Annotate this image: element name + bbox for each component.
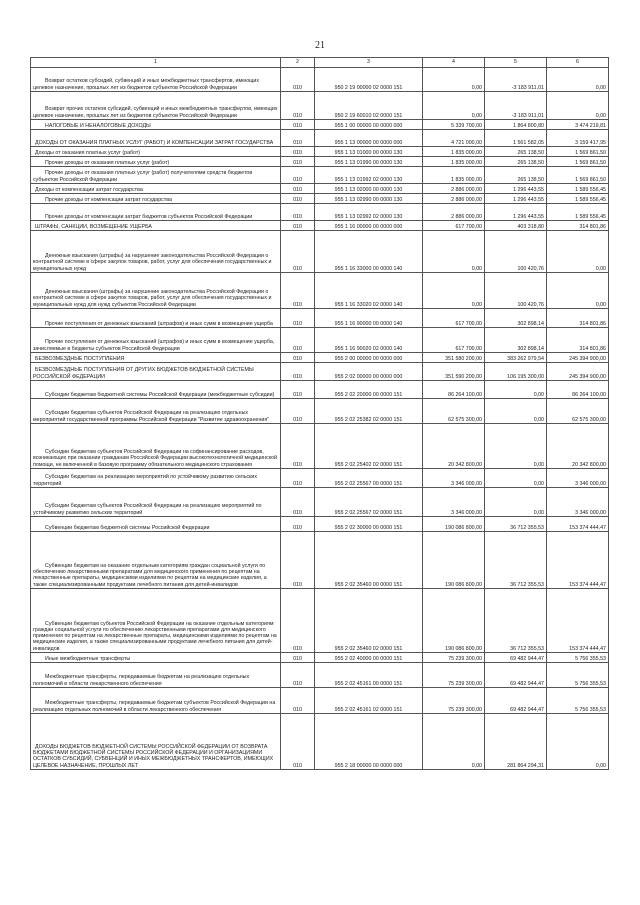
row-approved-cell: 75 239 300,00 xyxy=(423,688,485,714)
row-kbk-cell: 955 2 00 00000 00 0000 000 xyxy=(315,353,423,363)
row-executed-cell: 302 898,14 xyxy=(485,309,547,328)
row-kbk-cell: 955 1 13 01992 02 0000 130 xyxy=(315,167,423,184)
row-approved-cell: 0,00 xyxy=(423,92,485,120)
row-name-cell: Денежные взыскания (штрафы) за нарушение законодательства Российской Федерации о контрактной системе в сфере закупок товаров, работ, услуг для обеспечения государственных и муниципальных нужд xyxy=(31,231,281,273)
row-kbk-cell: 955 2 02 35460 02 0000 151 xyxy=(315,589,423,653)
row-name-cell: Прочие поступления от денежных взысканий (штрафов) и иных сумм в возмещение ущерба, зачисляемые в бюджеты субъектов Российской Федерации xyxy=(31,328,281,353)
row-executed-cell: 69 482 944,47 xyxy=(485,688,547,714)
row-code-cell: 010 xyxy=(281,130,315,147)
row-code-cell: 010 xyxy=(281,194,315,204)
row-name-cell: ДОХОДЫ ОТ ОКАЗАНИЯ ПЛАТНЫХ УСЛУГ (РАБОТ) И КОМПЕНСАЦИИ ЗАТРАТ ГОСУДАРСТВА xyxy=(31,130,281,147)
table-row xyxy=(31,120,609,130)
table-row xyxy=(31,469,609,488)
row-name-cell: Прочие поступления от денежных взысканий (штрафов) и иных сумм в возмещение ущерба xyxy=(31,309,281,328)
row-executed-cell: 1 296 443,55 xyxy=(485,184,547,194)
table-row xyxy=(31,714,609,770)
row-kbk-cell: 955 2 02 25567 02 0000 151 xyxy=(315,488,423,517)
header-cell: 2 xyxy=(281,58,315,68)
row-kbk-cell: 955 1 13 00000 00 0000 000 xyxy=(315,130,423,147)
row-name-cell: Субсидии бюджетам субъектов Российской Федерации на софинансирование расходов, возникающих при оказании гражданам Российской Федерации высокотехнологичной медицинской помощи, не включенной в базовую программу обязательного медицинского страхования xyxy=(31,424,281,469)
row-code-cell: 010 xyxy=(281,68,315,92)
row-executed-cell: 36 712 355,53 xyxy=(485,532,547,589)
row-unexecuted-cell: 0,00 xyxy=(547,714,609,770)
row-name-cell: Межбюджетные трансферты, передаваемые бюджетам на реализацию отдельных полномочий в области лекарственного обеспечения xyxy=(31,663,281,688)
row-unexecuted-cell: 0,00 xyxy=(547,92,609,120)
row-executed-cell: 0,00 xyxy=(485,424,547,469)
row-kbk-cell: 955 1 13 02990 00 0000 130 xyxy=(315,194,423,204)
row-code-cell: 010 xyxy=(281,353,315,363)
table-row xyxy=(31,184,609,194)
row-name-cell: Возврат прочих остатков субсидий, субвенций и иных межбюджетных трансфертов, имеющих целевое назначение, прошлых лет из бюджетов субъектов Российской Федерации xyxy=(31,92,281,120)
row-executed-cell: 69 482 944,47 xyxy=(485,663,547,688)
table-row xyxy=(31,157,609,167)
row-name-cell: Субсидии бюджетам субъектов Российской Федерации на реализацию отдельных мероприятий государственной программы Российской Федерации "Развитие здравоохранения" xyxy=(31,399,281,424)
row-approved-cell: 1 835 000,00 xyxy=(423,167,485,184)
row-approved-cell: 75 239 300,00 xyxy=(423,663,485,688)
row-code-cell: 010 xyxy=(281,309,315,328)
row-code-cell: 010 xyxy=(281,653,315,663)
row-approved-cell: 5 339 700,00 xyxy=(423,120,485,130)
table-row xyxy=(31,653,609,663)
row-executed-cell: 265 138,50 xyxy=(485,167,547,184)
table-row xyxy=(31,231,609,273)
revenue-table xyxy=(30,57,609,770)
row-name-cell: Доходы от компенсации затрат государства xyxy=(31,184,281,194)
row-kbk-cell: 955 2 02 30000 00 0000 151 xyxy=(315,517,423,532)
row-code-cell: 010 xyxy=(281,399,315,424)
table-row xyxy=(31,221,609,231)
header-cell: 3 xyxy=(315,58,423,68)
row-approved-cell: 3 346 000,00 xyxy=(423,488,485,517)
row-code-cell: 010 xyxy=(281,363,315,381)
row-unexecuted-cell: 1 569 861,50 xyxy=(547,167,609,184)
row-approved-cell: 75 239 300,00 xyxy=(423,653,485,663)
table-row xyxy=(31,399,609,424)
row-kbk-cell: 955 2 02 00000 00 0000 000 xyxy=(315,363,423,381)
table-row xyxy=(31,532,609,589)
row-name-cell: ШТРАФЫ, САНКЦИИ, ВОЗМЕЩЕНИЕ УЩЕРБА xyxy=(31,221,281,231)
row-code-cell: 010 xyxy=(281,532,315,589)
row-approved-cell: 1 835 000,00 xyxy=(423,157,485,167)
row-kbk-cell: 955 1 13 02992 02 0000 130 xyxy=(315,204,423,221)
row-name-cell: БЕЗВОЗМЕЗДНЫЕ ПОСТУПЛЕНИЯ xyxy=(31,353,281,363)
row-name-cell: НАЛОГОВЫЕ И НЕНАЛОГОВЫЕ ДОХОДЫ xyxy=(31,120,281,130)
row-executed-cell: 403 318,80 xyxy=(485,221,547,231)
table-row xyxy=(31,92,609,120)
table-row xyxy=(31,194,609,204)
row-executed-cell: 0,00 xyxy=(485,399,547,424)
row-unexecuted-cell: 1 589 556,45 xyxy=(547,184,609,194)
row-code-cell: 010 xyxy=(281,589,315,653)
row-name-cell: Субсидии бюджетам бюджетной системы Российской Федерации (межбюджетные субсидии) xyxy=(31,381,281,399)
row-unexecuted-cell: 0,00 xyxy=(547,273,609,309)
table-row xyxy=(31,663,609,688)
row-kbk-cell: 955 2 02 20000 00 0000 151 xyxy=(315,381,423,399)
table-row xyxy=(31,130,609,147)
row-unexecuted-cell: 1 569 861,50 xyxy=(547,157,609,167)
row-code-cell: 010 xyxy=(281,488,315,517)
row-approved-cell: 0,00 xyxy=(423,68,485,92)
row-code-cell: 010 xyxy=(281,184,315,194)
row-approved-cell: 0,00 xyxy=(423,714,485,770)
row-unexecuted-cell: 1 569 861,50 xyxy=(547,147,609,157)
table-row xyxy=(31,273,609,309)
row-unexecuted-cell: 20 342 800,00 xyxy=(547,424,609,469)
row-unexecuted-cell: 5 756 355,53 xyxy=(547,653,609,663)
row-unexecuted-cell: 314 801,86 xyxy=(547,328,609,353)
row-unexecuted-cell: 314 801,86 xyxy=(547,309,609,328)
row-kbk-cell: 955 2 02 25382 02 0000 151 xyxy=(315,399,423,424)
row-kbk-cell: 955 1 16 00000 00 0000 000 xyxy=(315,221,423,231)
row-name-cell: Субвенции бюджетам на оказание отдельным категориям граждан социальной услуги по обеспечению лекарственными препаратами для медицинского применения по рецептам на лекарственные препараты, медицинскими изделиями по рецептам на медицинские изделия, а также специализированными продуктами лечебного питания для детей-инвалидов xyxy=(31,532,281,589)
row-kbk-cell: 955 2 18 00000 00 0000 000 xyxy=(315,714,423,770)
row-unexecuted-cell: 0,00 xyxy=(547,231,609,273)
row-name-cell: Субвенции бюджетам бюджетной системы Российской Федерации xyxy=(31,517,281,532)
row-executed-cell: 0,00 xyxy=(485,488,547,517)
row-approved-cell: 2 886 000,00 xyxy=(423,194,485,204)
table-row xyxy=(31,328,609,353)
row-executed-cell: 302 898,14 xyxy=(485,328,547,353)
row-code-cell: 010 xyxy=(281,328,315,353)
row-kbk-cell: 950 2 19 60010 02 0000 151 xyxy=(315,92,423,120)
row-kbk-cell: 955 1 16 90020 02 0000 140 xyxy=(315,328,423,353)
row-executed-cell: 0,00 xyxy=(485,381,547,399)
row-kbk-cell: 955 1 00 00000 00 0000 000 xyxy=(315,120,423,130)
row-unexecuted-cell: 86 264 100,00 xyxy=(547,381,609,399)
row-executed-cell: 100 420,76 xyxy=(485,273,547,309)
table-row xyxy=(31,381,609,399)
table-row xyxy=(31,688,609,714)
row-name-cell: Денежные взыскания (штрафы) за нарушение законодательства Российской Федерации о контрактной системе в сфере закупок товаров, работ, услуг для обеспечения государственных и муниципальных нужд для нужд субъектов Российской Федерации xyxy=(31,273,281,309)
row-code-cell: 010 xyxy=(281,231,315,273)
row-unexecuted-cell: 245 394 900,00 xyxy=(547,363,609,381)
row-approved-cell: 617 700,00 xyxy=(423,328,485,353)
row-name-cell: Прочие доходы от оказания платных услуг (работ) получателями средств бюджетов субъектов Российской Федерации xyxy=(31,167,281,184)
table-row xyxy=(31,488,609,517)
row-code-cell: 010 xyxy=(281,663,315,688)
row-kbk-cell: 955 2 02 35460 00 0000 151 xyxy=(315,532,423,589)
row-kbk-cell: 955 2 02 25567 00 0000 151 xyxy=(315,469,423,488)
row-code-cell: 010 xyxy=(281,221,315,231)
row-executed-cell: 0,00 xyxy=(485,469,547,488)
header-cell: 4 xyxy=(423,58,485,68)
row-unexecuted-cell: 0,00 xyxy=(547,68,609,92)
row-unexecuted-cell: 1 589 556,45 xyxy=(547,204,609,221)
row-executed-cell: 281 864 294,31 xyxy=(485,714,547,770)
row-executed-cell: 1 561 582,05 xyxy=(485,130,547,147)
row-approved-cell: 617 700,00 xyxy=(423,309,485,328)
row-executed-cell: 265 138,50 xyxy=(485,147,547,157)
row-executed-cell: -3 183 911,01 xyxy=(485,68,547,92)
row-code-cell: 010 xyxy=(281,517,315,532)
row-kbk-cell: 955 1 13 02000 00 0000 130 xyxy=(315,184,423,194)
row-name-cell: БЕЗВОЗМЕЗДНЫЕ ПОСТУПЛЕНИЯ ОТ ДРУГИХ БЮДЖЕТОВ БЮДЖЕТНОЙ СИСТЕМЫ РОССИЙСКОЙ ФЕДЕРАЦИИ xyxy=(31,363,281,381)
row-kbk-cell: 955 1 16 90000 00 0000 140 xyxy=(315,309,423,328)
row-code-cell: 010 xyxy=(281,424,315,469)
table-row xyxy=(31,147,609,157)
row-executed-cell: 383 262 979,54 xyxy=(485,353,547,363)
row-code-cell: 010 xyxy=(281,167,315,184)
row-unexecuted-cell: 3 159 417,95 xyxy=(547,130,609,147)
row-code-cell: 010 xyxy=(281,469,315,488)
row-unexecuted-cell: 314 801,86 xyxy=(547,221,609,231)
row-unexecuted-cell: 1 589 556,45 xyxy=(547,194,609,204)
table-row xyxy=(31,167,609,184)
row-name-cell: ДОХОДЫ БЮДЖЕТОВ БЮДЖЕТНОЙ СИСТЕМЫ РОССИЙСКОЙ ФЕДЕРАЦИИ ОТ ВОЗВРАТА БЮДЖЕТАМИ БЮДЖЕТНОЙ СИСТЕМЫ РОССИЙСКОЙ ФЕДЕРАЦИИ И ОРГАНИЗАЦИЯМИ ОСТАТКОВ СУБСИДИЙ, СУБВЕНЦИЙ И ИНЫХ МЕЖБЮДЖЕТНЫХ ТРАНСФЕРТОВ, ИМЕЮЩИХ ЦЕЛЕВОЕ НАЗНАЧЕНИЕ, ПРОШЛЫХ ЛЕТ xyxy=(31,714,281,770)
table-row xyxy=(31,424,609,469)
row-executed-cell: 69 482 944,47 xyxy=(485,653,547,663)
row-kbk-cell: 955 1 13 01000 00 0000 130 xyxy=(315,147,423,157)
row-code-cell: 010 xyxy=(281,157,315,167)
row-approved-cell: 3 346 000,00 xyxy=(423,469,485,488)
row-code-cell: 010 xyxy=(281,714,315,770)
row-code-cell: 010 xyxy=(281,92,315,120)
row-approved-cell: 2 886 000,00 xyxy=(423,204,485,221)
row-executed-cell: 36 712 355,53 xyxy=(485,517,547,532)
row-approved-cell: 617 700,00 xyxy=(423,221,485,231)
row-name-cell: Иные межбюджетные трансферты xyxy=(31,653,281,663)
row-approved-cell: 4 721 000,00 xyxy=(423,130,485,147)
row-kbk-cell: 955 2 02 45161 00 0000 151 xyxy=(315,663,423,688)
row-unexecuted-cell: 3 346 000,00 xyxy=(547,488,609,517)
row-code-cell: 010 xyxy=(281,120,315,130)
row-name-cell: Прочие доходы от оказания платных услуг (работ) xyxy=(31,157,281,167)
row-name-cell: Прочие доходы от компенсации затрат бюджетов субъектов Российской Федерации xyxy=(31,204,281,221)
row-approved-cell: 0,00 xyxy=(423,273,485,309)
row-kbk-cell: 955 1 16 33020 02 0000 140 xyxy=(315,273,423,309)
row-unexecuted-cell: 5 756 355,53 xyxy=(547,688,609,714)
row-executed-cell: 100 420,76 xyxy=(485,231,547,273)
row-approved-cell: 2 886 000,00 xyxy=(423,184,485,194)
row-executed-cell: 1 864 800,80 xyxy=(485,120,547,130)
row-unexecuted-cell: 245 394 900,00 xyxy=(547,353,609,363)
row-executed-cell: 106 195 300,00 xyxy=(485,363,547,381)
row-unexecuted-cell: 153 374 444,47 xyxy=(547,532,609,589)
table-row xyxy=(31,517,609,532)
row-approved-cell: 62 575 300,00 xyxy=(423,399,485,424)
page-number: 21 xyxy=(315,40,325,51)
row-name-cell: Доходы от оказания платных услуг (работ) xyxy=(31,147,281,157)
row-code-cell: 010 xyxy=(281,273,315,309)
row-name-cell: Межбюджетные трансферты, передаваемые бюджетам субъектов Российской Федерации на реализацию отдельных полномочий в области лекарственного обеспечения xyxy=(31,688,281,714)
row-unexecuted-cell: 3 346 000,00 xyxy=(547,469,609,488)
row-kbk-cell: 955 2 02 25402 02 0000 151 xyxy=(315,424,423,469)
row-name-cell: Возврат остатков субсидий, субвенций и иных межбюджетных трансфертов, имеющих целевое назначение, прошлых лет из бюджетов субъектов Российской Федерации xyxy=(31,68,281,92)
header-cell: 5 xyxy=(485,58,547,68)
row-unexecuted-cell: 62 575 300,00 xyxy=(547,399,609,424)
row-approved-cell: 351 580 200,00 xyxy=(423,353,485,363)
row-approved-cell: 190 086 800,00 xyxy=(423,532,485,589)
row-approved-cell: 20 342 800,00 xyxy=(423,424,485,469)
row-kbk-cell: 950 2 19 00000 02 0000 151 xyxy=(315,68,423,92)
row-unexecuted-cell: 153 374 444,47 xyxy=(547,589,609,653)
header-cell: 1 xyxy=(31,58,281,68)
header-row xyxy=(31,58,609,68)
row-unexecuted-cell: 153 374 444,47 xyxy=(547,517,609,532)
row-kbk-cell: 955 2 02 45161 02 0000 151 xyxy=(315,688,423,714)
row-approved-cell: 86 264 100,00 xyxy=(423,381,485,399)
row-code-cell: 010 xyxy=(281,147,315,157)
table-row xyxy=(31,204,609,221)
row-approved-cell: 190 086 800,00 xyxy=(423,517,485,532)
row-code-cell: 010 xyxy=(281,204,315,221)
row-kbk-cell: 955 2 02 40000 00 0000 151 xyxy=(315,653,423,663)
row-approved-cell: 351 590 200,00 xyxy=(423,363,485,381)
row-unexecuted-cell: 5 756 355,53 xyxy=(547,663,609,688)
row-executed-cell: 36 712 355,53 xyxy=(485,589,547,653)
table-row xyxy=(31,309,609,328)
row-unexecuted-cell: 3 474 219,81 xyxy=(547,120,609,130)
table-body xyxy=(31,68,609,770)
row-name-cell: Субсидии бюджетам субъектов Российской Федерации на реализацию мероприятий по устойчивому развитию сельских территорий xyxy=(31,488,281,517)
row-executed-cell: 265 138,50 xyxy=(485,157,547,167)
row-name-cell: Субсидии бюджетам на реализацию мероприятий по устойчивому развитию сельских территорий xyxy=(31,469,281,488)
row-executed-cell: -3 183 911,01 xyxy=(485,92,547,120)
table-row xyxy=(31,68,609,92)
row-name-cell: Субвенции бюджетам субъектов Российской Федерации на оказание отдельным категориям граждан социальной услуги по обеспечению лекарственными препаратами для медицинского применения по рецептам на лекарственные препараты, медицинскими изделиями по рецептам на медицинские изделия, а также специализированными продуктами лечебного питания для детей-инвалидов xyxy=(31,589,281,653)
table-row xyxy=(31,363,609,381)
row-code-cell: 010 xyxy=(281,688,315,714)
row-approved-cell: 0,00 xyxy=(423,231,485,273)
row-approved-cell: 1 835 000,00 xyxy=(423,147,485,157)
row-kbk-cell: 955 1 13 01990 00 0000 130 xyxy=(315,157,423,167)
row-name-cell: Прочие доходы от компенсации затрат государства xyxy=(31,194,281,204)
table-row xyxy=(31,589,609,653)
header-cell: 6 xyxy=(547,58,609,68)
row-executed-cell: 1 296 443,55 xyxy=(485,204,547,221)
row-executed-cell: 1 296 443,55 xyxy=(485,194,547,204)
row-code-cell: 010 xyxy=(281,381,315,399)
row-approved-cell: 190 086 800,00 xyxy=(423,589,485,653)
table-row xyxy=(31,353,609,363)
row-kbk-cell: 955 1 16 33000 00 0000 140 xyxy=(315,231,423,273)
